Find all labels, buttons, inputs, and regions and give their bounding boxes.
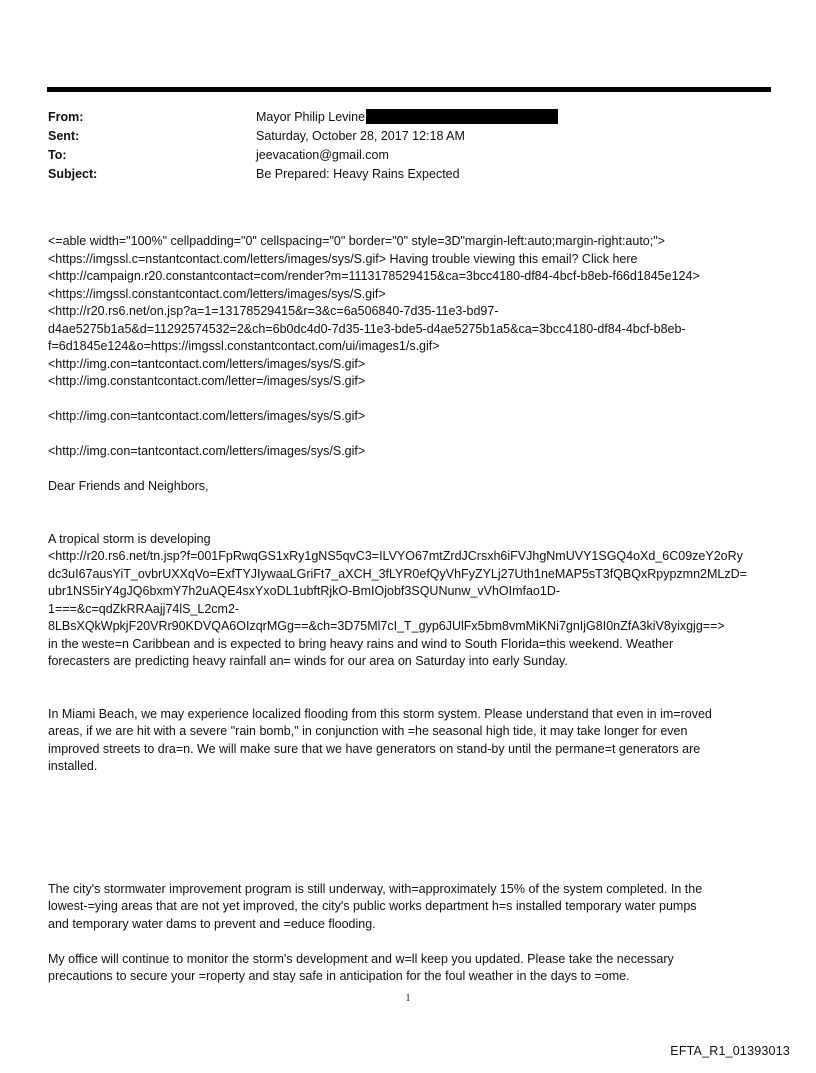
sent-row: [48, 127, 768, 146]
paragraph-flooding: [48, 706, 772, 776]
paragraph-line: <http://r20.rs6.net/tn.jsp?f=001FpRwqGS1xRy1gNS5qvC3=ILVYO67mtZrdJCrsxh6iFVJhgNmUVY1SGQ4oXd_6C09zeY2oRy: [48, 549, 743, 563]
raw-line: <http://img.constantcontact.com/letter=/images/sys/S.gif>: [48, 374, 366, 388]
email-body: [48, 233, 772, 986]
paragraph-storm: [48, 531, 772, 671]
raw-line: <http://campaign.r20.constantcontact=com/render?m=1113178529415&ca=3bcc4180-df84-4bcf-b8eb-f66d1845e124>: [48, 269, 700, 283]
to-value: jeevacation@gmail.com: [256, 148, 389, 162]
paragraph-line: precautions to secure your =roperty and stay safe in anticipation for the foul weather in the days to =ome.: [48, 969, 630, 983]
raw-line: <http://img.con=tantcontact.com/letters/images/sys/S.gif>: [48, 356, 366, 371]
raw-line: <http://img.con=tantcontact.com/letters/images/sys/S.gif>: [48, 444, 366, 458]
greeting: Dear Friends and Neighbors,: [48, 479, 209, 493]
from-row: [48, 108, 768, 127]
sent-label: Sent:: [48, 129, 80, 143]
paragraph-line: In Miami Beach, we may experience localized flooding from this storm system. Please understand that even in im=roved: [48, 706, 712, 721]
bates-number: EFTA_R1_01393013: [670, 1044, 790, 1058]
paragraph-line: lowest-=ying areas that are not yet improved, the city's public works department h=s installed temporary water pumps: [48, 899, 697, 913]
paragraph-line: The city's stormwater improvement program is still underway, with=approximately 15% of the system completed. In the: [48, 881, 703, 896]
paragraph-line: installed.: [48, 759, 98, 773]
paragraph-line: 1===&c=qdZkRRAajj74lS_L2cm2-: [48, 601, 240, 616]
paragraph-line: improved streets to dra=n. We will make sure that we have generators on stand-by until the permane=t generators are: [48, 741, 701, 756]
to-row: [48, 146, 768, 165]
raw-html-block: [48, 233, 772, 391]
raw-line: <http://r20.rs6.net/on.jsp?a=1=13178529415&r=3&c=6a506840-7d35-11e3-bd97-: [48, 304, 499, 318]
subject-row: [48, 165, 768, 184]
to-label: To:: [48, 148, 67, 162]
sent-value: Saturday, October 28, 2017 12:18 AM: [256, 129, 465, 143]
paragraph-line: 8LBsXQkWpkjF20VRr90KDVQA6OIzqrMGg==&ch=3D75Ml7cI_T_gyp6JUlFx5bm8vmMiKNi7gnIjG8I0nZfA3kiV8yixgjg==>: [48, 619, 725, 633]
from-label: From:: [48, 110, 84, 124]
paragraph-line: in the weste=n Caribbean and is expected to bring heavy rains and wind to South Florida=this weekend. Weather: [48, 636, 674, 651]
raw-line: <=able width="100%" cellpadding="0" cellspacing="0" border="0" style=3D"margin-left:auto;margin-right:auto;">: [48, 234, 665, 248]
raw-line: d4ae5275b1a5&d=11292574532=2&ch=6b0dc4d0-7d35-11e3-bde5-d4ae5275b1a5&ca=3bcc4180-df84-4bcf-b8eb-: [48, 321, 686, 336]
page-number: 1: [405, 993, 411, 1004]
paragraph-line: and temporary water dams to prevent and =educe flooding.: [48, 916, 376, 931]
header-rule: [47, 87, 771, 92]
raw-line: <https://imgssl.c=nstantcontact.com/letters/images/sys/S.gif> Having trouble viewing this email? Click here: [48, 251, 638, 266]
raw-line: f=6d1845e124&o=https://imgssl.constantcontact.com/ui/images1/s.gif>: [48, 339, 440, 353]
raw-line: <https://imgssl.constantcontact.com/letters/images/sys/S.gif>: [48, 286, 386, 301]
paragraph-line: ubr1NS5irY4gJQ6bxmY7h2uAQE4sxYxoDL1ubftRjkO-BmIOjobf3SQUNunw_vVhOImfao1D-: [48, 584, 561, 598]
email-header: [48, 108, 768, 184]
paragraph-line: dc3uI67ausYiT_ovbrUXXqVo=ExfTYJIywaaLGriFt7_aXCH_3fLYR0efQyVhFyZYLj27Uth1neMAP5sT3fQBQxRpypzmn2MLzD=: [48, 566, 747, 581]
subject-label: Subject:: [48, 167, 98, 181]
paragraph-line: A tropical storm is developing: [48, 531, 211, 546]
paragraph-line: forecasters are predicting heavy rainfall an= winds for our area on Saturday into early Sunday.: [48, 654, 568, 668]
paragraph-line: My office will continue to monitor the storm's development and w=ll keep you updated. Please take the necessary: [48, 951, 674, 966]
from-value: Mayor Philip Levine: [256, 108, 768, 127]
subject-value: Be Prepared: Heavy Rains Expected: [256, 167, 460, 181]
paragraph-line: areas, if we are hit with a severe "rain bomb," in conjunction with =he seasonal high tide, it may take longer for even: [48, 724, 688, 738]
paragraph-stormwater: [48, 881, 772, 934]
raw-line: <http://img.con=tantcontact.com/letters/images/sys/S.gif>: [48, 409, 366, 423]
redaction-box: [366, 109, 558, 124]
paragraph-monitor: [48, 951, 772, 986]
